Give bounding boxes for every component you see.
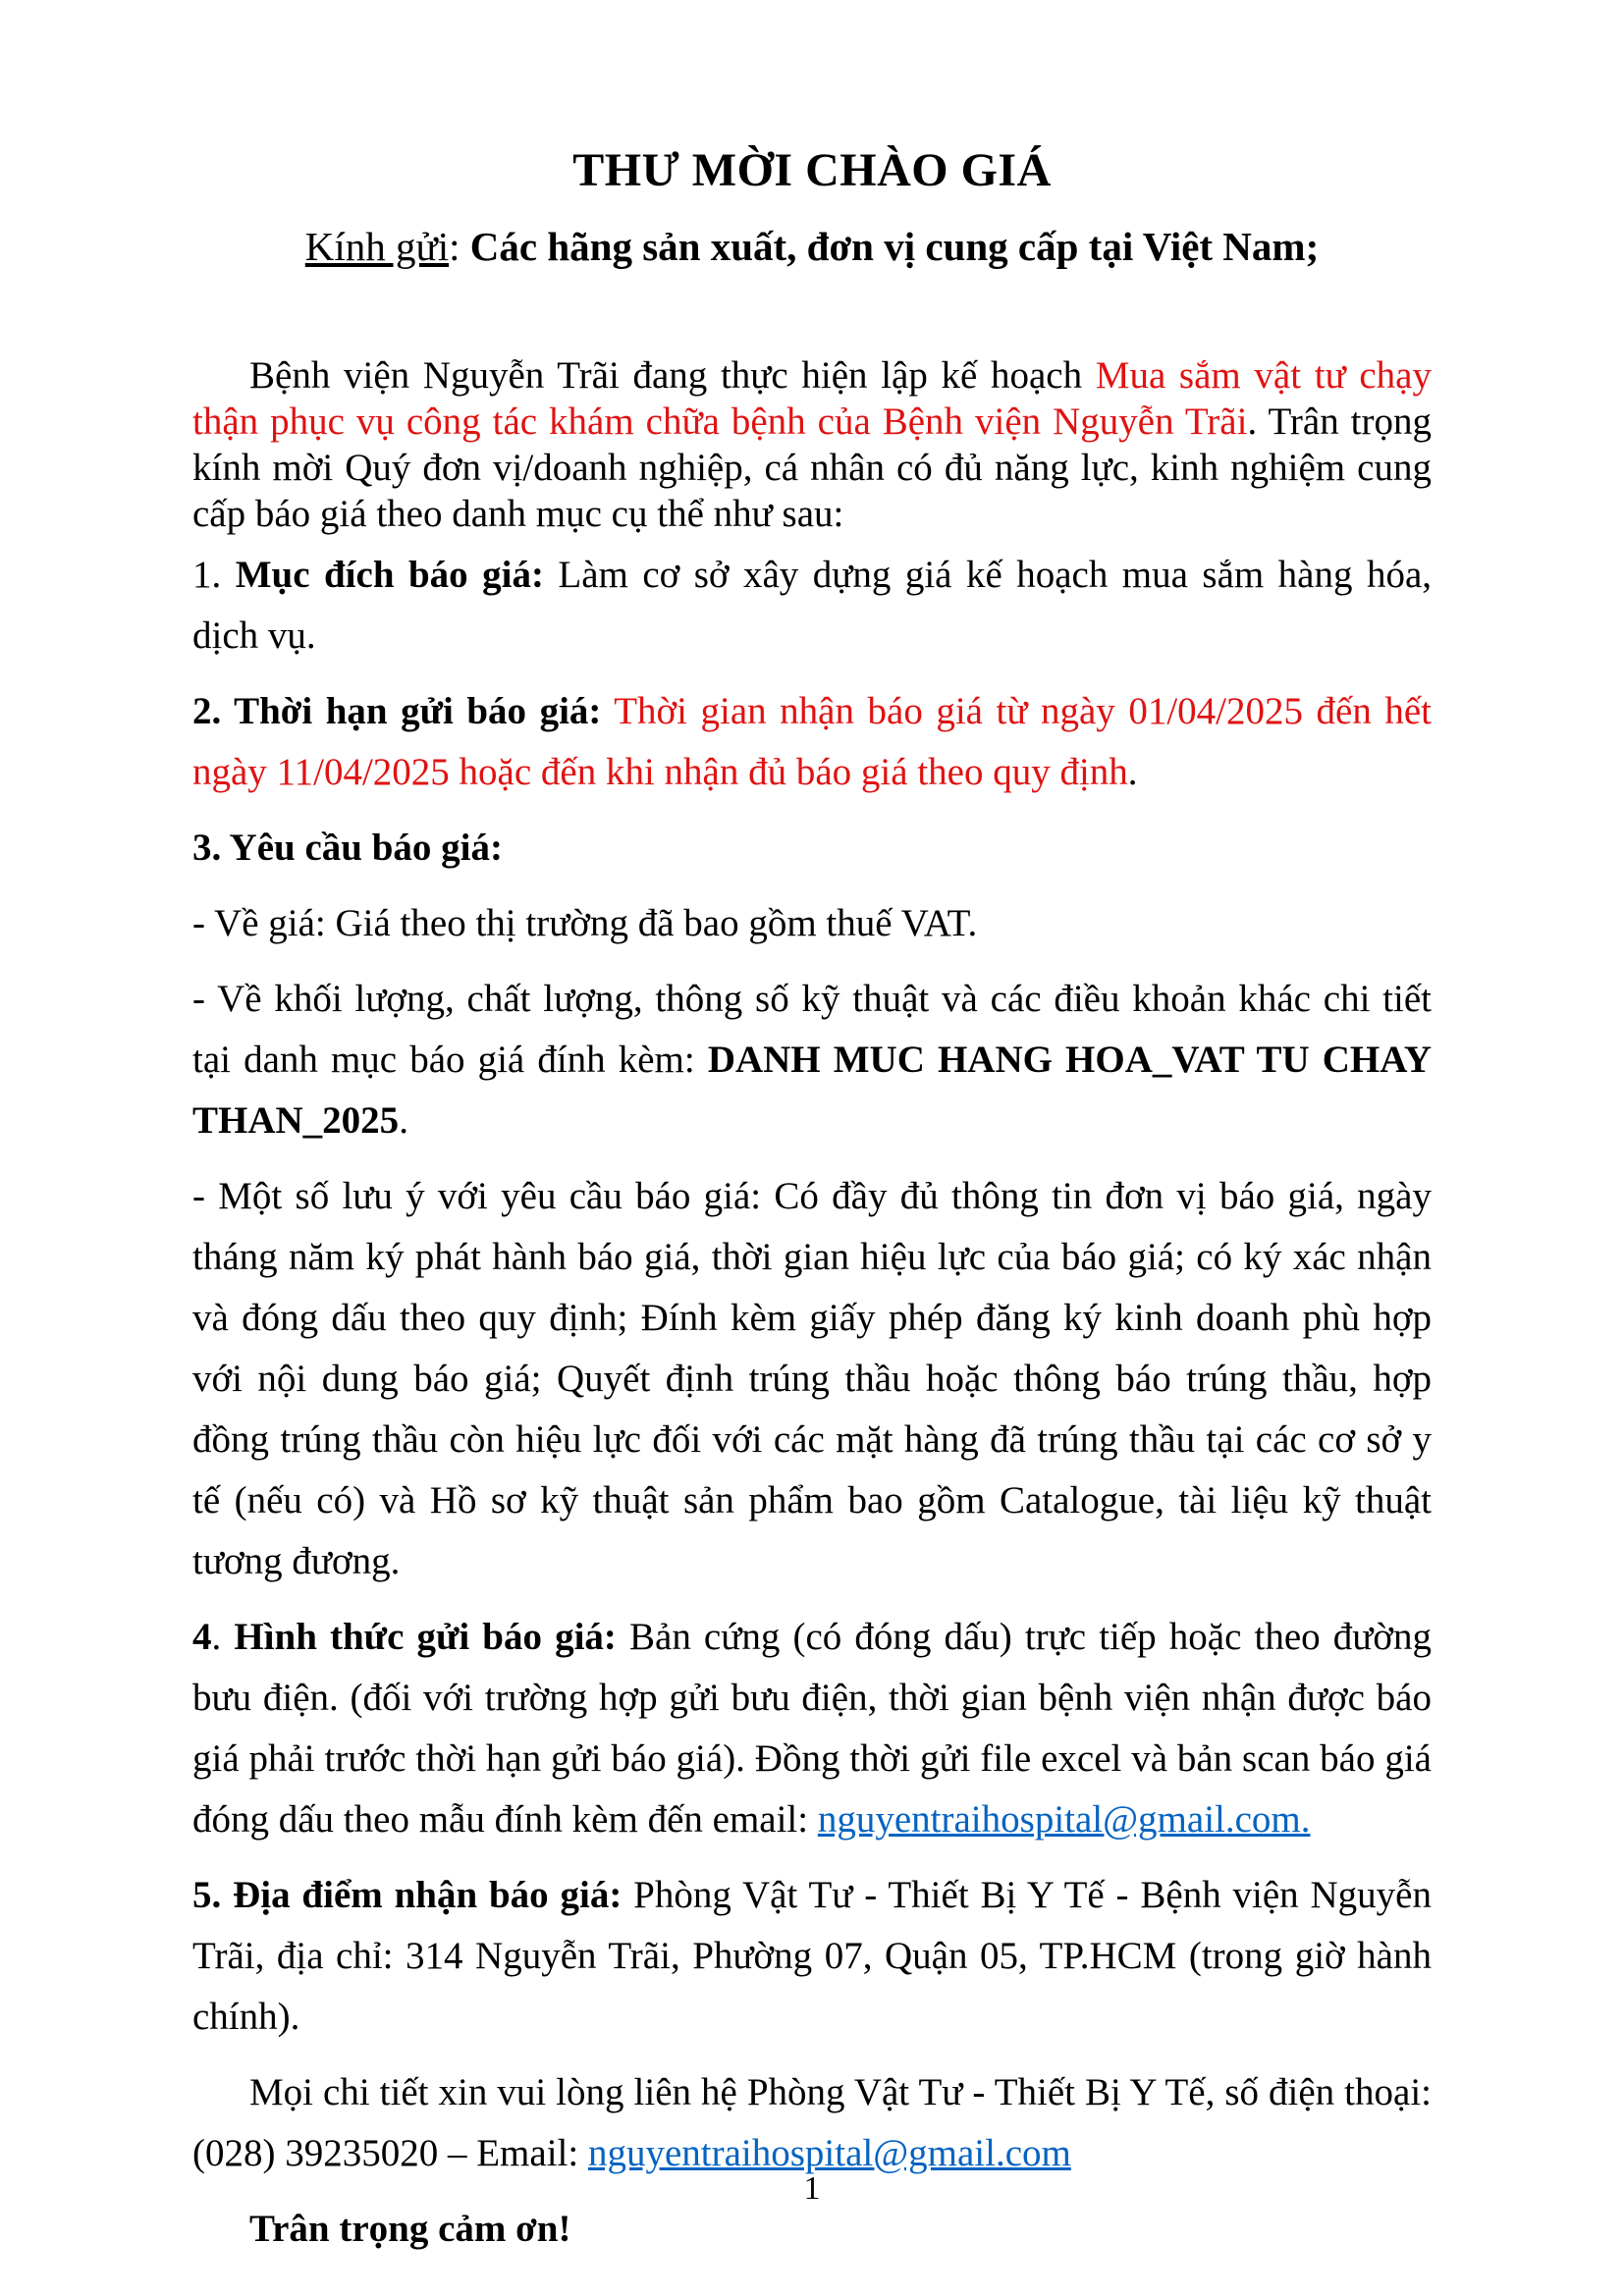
- salutation-line: [192, 223, 1432, 270]
- salutation-separator: :: [449, 224, 470, 269]
- intro-text-black-2: . Trân trọng kính mời Quý đơn vị/doanh nghiệp, cá nhân có đủ năng lực, kinh nghiệm cung cấp báo giá theo danh mục cụ thể như sau:: [192, 400, 1432, 535]
- requirement-notes: [192, 1166, 1432, 1592]
- requirement-price-text: - Về giá: Giá theo thị trường đã bao gồm thuế VAT.: [192, 902, 978, 944]
- item-3-requirements-heading: [192, 818, 1432, 879]
- item-1-purpose: [192, 545, 1432, 667]
- email-link-2[interactable]: nguyentraihospital@gmail.com: [587, 2132, 1071, 2174]
- contact-text: Mọi chi tiết xin vui lòng liên hệ Phòng Vật Tư - Thiết Bị Y Tế, số điện thoại: (028) 39235020 – Email:: [192, 2071, 1432, 2174]
- intro-text-red: Mua sắm vật tư chạy thận phục vụ công tác khám chữa bệnh của Bệnh viện Nguyễn Trãi: [192, 354, 1432, 443]
- item-1-label: Mục đích báo giá:: [235, 554, 544, 596]
- contact-paragraph: [192, 2062, 1432, 2184]
- intro-paragraph: [192, 352, 1432, 537]
- item-4-number: 4: [192, 1616, 212, 1658]
- item-5-address: [192, 1865, 1432, 2048]
- item-2-label: 2. Thời hạn gửi báo giá:: [192, 690, 602, 732]
- requirement-price: [192, 893, 1432, 954]
- requirement-specs-end: .: [399, 1099, 408, 1142]
- item-1-text: Làm cơ sở xây dựng giá kế hoạch mua sắm hàng hóa, dịch vụ.: [192, 554, 1433, 657]
- page-number: 1: [803, 2170, 821, 2207]
- requirement-specs: [192, 969, 1432, 1151]
- item-3-label: 3. Yêu cầu báo giá:: [192, 827, 503, 869]
- item-4-label: Hình thức gửi báo giá:: [234, 1616, 617, 1658]
- item-4-delivery-method: [192, 1607, 1432, 1850]
- item-2-end: .: [1127, 751, 1138, 793]
- attachment-list-name: DANH MUC HANG HOA_VAT TU CHAY THAN_2025: [192, 1039, 1432, 1142]
- closing-line: Trân trọng cảm ơn!: [249, 2208, 571, 2250]
- item-2-deadline: [192, 681, 1432, 803]
- item-4-dot: .: [211, 1616, 235, 1658]
- item-1-dot: .: [211, 554, 236, 596]
- item-5-text: Phòng Vật Tư - Thiết Bị Y Tế - Bệnh viện Nguyễn Trãi, địa chỉ: 314 Nguyễn Trãi, Phường 07, Quận 05, TP.HCM (trong giờ hành chính).: [192, 1874, 1432, 2038]
- requirement-notes-text: - Một số lưu ý với yêu cầu báo giá: Có đầy đủ thông tin đơn vị báo giá, ngày tháng năm ký phát hành báo giá, thời gian hiệu lực của báo giá; có ký xác nhận và đóng dấu theo quy định; Đính kèm giấy phép đăng ký kinh doanh phù hợp với nội dung báo giá; Quyết định trúng thầu hoặc thông báo trúng thầu, hợp đồng trúng thầu còn hiệu lực đối với các mặt hàng đã trúng thầu tại các cơ sở y tế (nếu có) và Hồ sơ kỹ thuật sản phẩm bao gồm Catalogue, tài liệu kỹ thuật tương đương.: [192, 1175, 1432, 1582]
- requirement-specs-text: - Về khối lượng, chất lượng, thông số kỹ thuật và các điều khoản khác chi tiết tại danh mục báo giá đính kèm:: [192, 978, 1432, 1081]
- intro-text-black-1: Bệnh viện Nguyễn Trãi đang thực hiện lập kế hoạch: [249, 354, 1096, 397]
- salutation-label: Kính gửi: [304, 224, 450, 269]
- salutation-recipient: Các hãng sản xuất, đơn vị cung cấp tại Việt Nam;: [469, 224, 1320, 269]
- item-1-number: 1: [192, 554, 212, 596]
- item-2-text-red: Thời gian nhận báo giá từ ngày 01/04/2025 đến hết ngày 11/04/2025 hoặc đến khi nhận đủ báo giá theo quy định: [192, 690, 1432, 793]
- item-5-label: 5. Địa điểm nhận báo giá:: [192, 1874, 623, 1916]
- item-4-text: Bản cứng (có đóng dấu) trực tiếp hoặc theo đường bưu điện. (đối với trường hợp gửi bưu điện, thời gian bệnh viện nhận được báo giá phải trước thời hạn gửi báo giá). Đồng thời gửi file excel và bản scan báo giá đóng dấu theo mẫu đính kèm đến email:: [192, 1616, 1432, 1841]
- page-title: THƯ MỜI CHÀO GIÁ: [572, 144, 1052, 196]
- email-link-1[interactable]: nguyentraihospital@gmail.com.: [817, 1798, 1311, 1841]
